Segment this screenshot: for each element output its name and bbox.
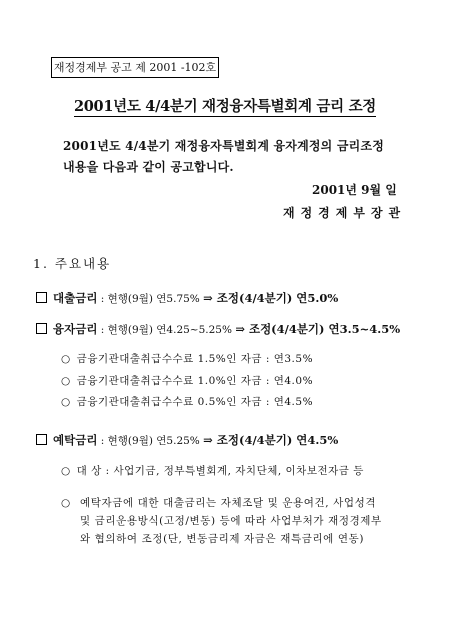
deposit-target (61, 463, 364, 478)
financing-detail-text: 금융기관대출취급수수료 1.0%인 자금 : 연4.0% (76, 375, 314, 387)
financing-rate-current: : 현행(9월) 연4.25~5.25% (97, 324, 236, 336)
deposit-target-text: 대 상 : 사업기금, 정부특별회계, 자치단체, 이차보전자금 등 (76, 465, 364, 477)
announcement-date: 2001년 9월 일 (312, 183, 397, 197)
section-heading: 1. 주요내용 (33, 256, 112, 271)
deposit-note-line: 와 협의하여 조정(단, 변동금리제 자금은 재특금리에 연동) (80, 533, 365, 545)
arrow-icon: ⇒ (235, 322, 245, 336)
deposit-note-line: 및 금리운용방식(고정/변동) 등에 따라 사업부처가 재정경제부 (80, 515, 382, 527)
financing-detail-text: 금융기관대출취급수수료 1.5%인 자금 : 연3.5% (76, 353, 314, 365)
financing-detail-1 (61, 351, 313, 366)
financing-rate-label: 융자금리 (53, 322, 98, 336)
bullet-circle-icon: ○ (61, 497, 71, 509)
deposit-rate-label: 예탁금리 (53, 433, 98, 447)
intro-line-1: 2001년도 4/4분기 재정융자특별회계 융자계정의 금리조정 (63, 139, 385, 153)
arrow-icon: ⇒ (203, 291, 213, 305)
bullet-circle-icon: ○ (61, 465, 71, 477)
financing-detail-text: 금융기관대출취급수수료 0.5%인 자금 : 연4.5% (76, 396, 314, 408)
financing-detail-3 (61, 394, 313, 409)
loan-rate-adjusted: 조정(4/4분기) 연5.0% (212, 291, 339, 305)
financing-rate-adjusted: 조정(4/4분기) 연3.5~4.5% (244, 322, 401, 336)
bullet-circle-icon: ○ (61, 353, 71, 365)
bullet-circle-icon: ○ (61, 375, 71, 387)
arrow-icon: ⇒ (203, 433, 213, 447)
signer: 재정경제부장관 (283, 206, 407, 220)
financing-detail-2 (61, 373, 313, 388)
checkbox-square-icon (36, 434, 47, 445)
intro-line-2: 내용을 다음과 같이 공고합니다. (63, 160, 234, 174)
bullet-circle-icon: ○ (61, 396, 71, 408)
notice-number: 재정경제부 공고 제 2001 -102호 (53, 61, 217, 74)
notice-number-box (51, 57, 219, 78)
document-title-text: 2001년도 4/4분기 재정융자특별회계 금리 조정 (73, 98, 377, 115)
document-title (0, 95, 450, 116)
deposit-note (61, 494, 410, 548)
checkbox-square-icon (36, 292, 47, 303)
deposit-rate-adjusted: 조정(4/4분기) 연4.5% (212, 433, 339, 447)
deposit-rate-current: : 현행(9월) 연5.25% (97, 435, 204, 447)
deposit-rate-item (36, 432, 338, 448)
deposit-note-line: 예탁자금에 대한 대출금리는 자체조달 및 운용여건, 사업성격 (80, 497, 377, 509)
loan-rate-label: 대출금리 (53, 291, 98, 305)
financing-rate-item (36, 321, 400, 337)
loan-rate-item (36, 290, 338, 306)
loan-rate-current: : 현행(9월) 연5.75% (97, 293, 204, 305)
checkbox-square-icon (36, 323, 47, 334)
